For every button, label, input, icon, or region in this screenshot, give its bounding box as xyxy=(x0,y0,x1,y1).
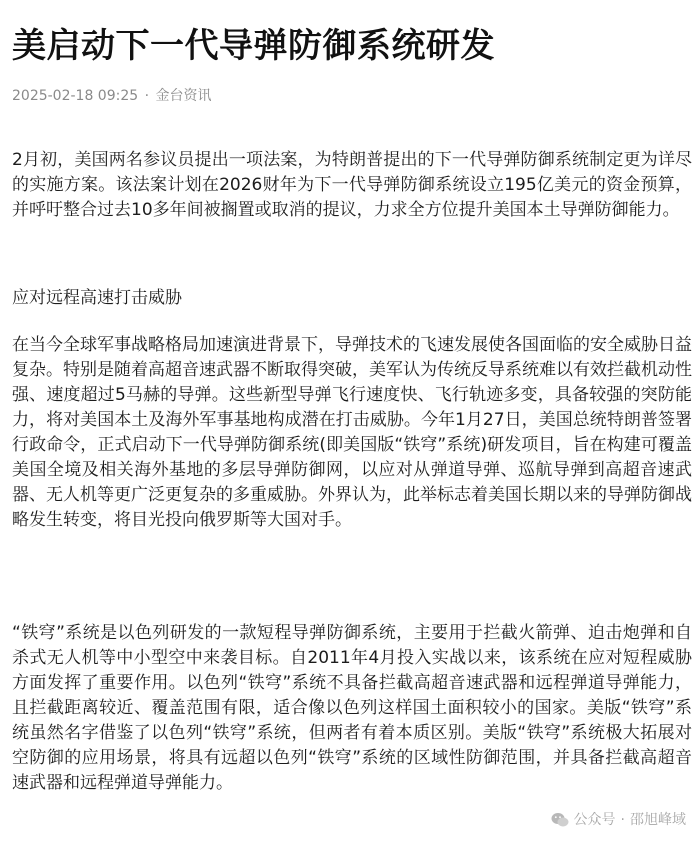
watermark xyxy=(551,810,686,830)
paragraph-threat: 在当今全球军事战略格局加速演进背景下，导弹技术的飞速发展使各国面临的安全威胁日益复杂。特别是随着高超音速武器不断取得突破，美军认为传统反导系统难以有效拦截机动性强、速度超过5马赫的导弹。这些新型导弹飞行速度快、飞行轨迹多变，具备较强的突防能力，将对美国本土及海外军事基地构成潜在打击威胁。今年1月27日，美国总统特朗普签署行政命令，正式启动下一代导弹防御系统(即美国版“铁穹”系统)研发项目，旨在构建可覆盖美国全境及相关海外基地的多层导弹防御网，以应对从弹道导弹、巡航导弹到高超音速武器、无人机等更广泛更复杂的多重威胁。外界认为，此举标志着美国长期以来的导弹防御战略发生转变，将目光投向俄罗斯等大国对手。 xyxy=(12,335,692,530)
watermark-name: 邵旭峰域 xyxy=(630,812,686,828)
watermark-separator: · xyxy=(620,812,625,828)
publish-datetime: 2025-02-18 09:25 xyxy=(12,88,139,104)
source-name[interactable]: 金台资讯 xyxy=(155,88,212,104)
paragraph-intro: 2月初，美国两名参议员提出一项法案，为特朗普提出的下一代导弹防御系统制定更为详尽的实施方案。该法案计划在2026财年为下一代导弹防御系统设立195亿美元的资金预算，并呼吁整合过去10多年间被搁置或取消的提议，力求全方位提升美国本土导弹防御能力。 xyxy=(12,150,692,220)
section-heading: 应对远程高速打击威胁 xyxy=(12,288,182,308)
wechat-icon xyxy=(551,812,569,828)
article-title: 美启动下一代导弹防御系统研发 xyxy=(12,26,495,66)
meta-separator: · xyxy=(144,88,150,104)
paragraph-iron-dome: “铁穹”系统是以色列研发的一款短程导弹防御系统，主要用于拦截火箭弹、迫击炮弹和自杀式无人机等中小型空中来袭目标。自2011年4月投入实战以来，该系统在应对短程威胁方面发挥了重要作用。以色列“铁穹”系统不具备拦截高超音速武器和远程弹道导弹能力，且拦截距离较近、覆盖范围有限，适合像以色列这样国土面积较小的国家。美版“铁穹”系统虽然名字借鉴了以色列“铁穹”系统，但两者有着本质区别。美版“铁穹”系统极大拓展对空防御的应用场景，将具有远超以色列“铁穹”系统的区域性防御范围，并具备拦截高超音速武器和远程弹道导弹能力。 xyxy=(12,623,692,793)
article-meta xyxy=(12,86,212,106)
watermark-label: 公众号 xyxy=(573,812,616,828)
